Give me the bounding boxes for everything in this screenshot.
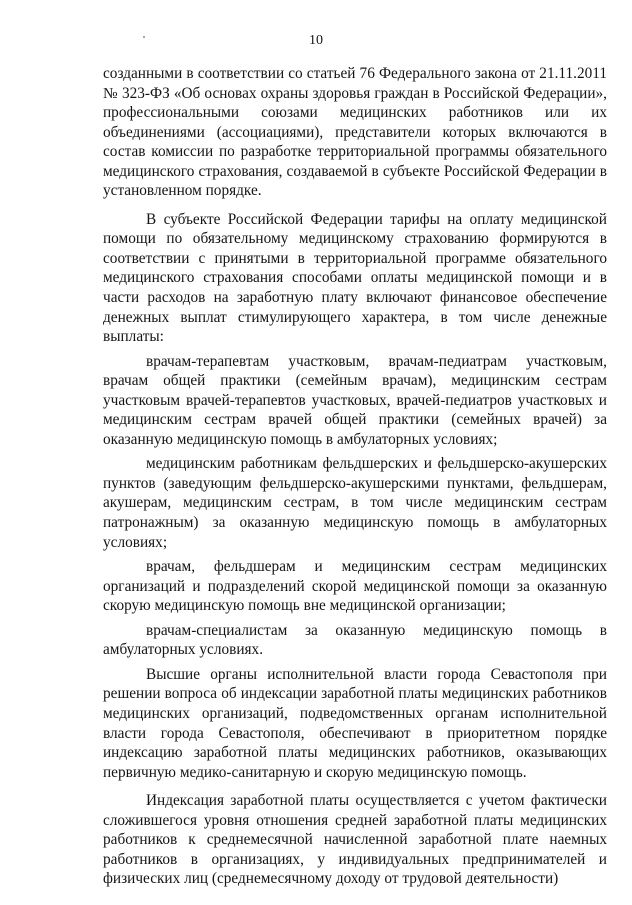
paragraph-payments-specialists: врачам-специалистам за оказанную медицинскую помощь в амбулаторных условиях.	[103, 621, 607, 659]
page-number: 10	[309, 33, 323, 48]
paragraph-payments-feldsher-points: медицинским работникам фельдшерских и фельдшерско-акушерских пунктов (заведующим фельдшерско-акушерскими пунктами, фельдшерам, акушерам, медицинским сестрам, в том числе медицинским сестрам патронажным) за оказанную медицинскую помощь в амбулаторных условиях;	[103, 455, 607, 551]
document-body	[103, 64, 607, 889]
paragraph-payments-emergency-care: врачам, фельдшерам и медицинским сестрам медицинских организаций и подразделений скорой медицинской помощи за оказанную скорую медицинскую помощь вне медицинской организации;	[103, 558, 607, 615]
paragraph-salary-indexation-priority: Высшие органы исполнительной власти города Севастополя при решении вопроса об индексации заработной платы медицинских работников медицинских организаций, подведомственных органам исполнительной власти города Севастополя, обеспечивают в приоритетном порядке индексацию заработной платы медицинских работников, оказывающих первичную медико-санитарную и скорую медицинскую помощь.	[103, 665, 607, 781]
paragraph-payments-district-doctors: врачам-терапевтам участковым, врачам-педиатрам участковым, врачам общей практики (семейным врачам), медицинским сестрам участковым врачей-терапевтов участковых, врачей-педиатров участковых и медицинским сестрам врачей общей практики (семейных врачей) за оказанную медицинскую помощь в амбулаторных условиях;	[103, 352, 607, 448]
paragraph-salary-indexation-basis: Индексация заработной платы осуществляется с учетом фактически сложившегося уровня отношения средней заработной платы медицинских работников к среднемесячной начисленной заработной плате наемных работников в организациях, у индивидуальных предпринимателей и физических лиц (среднемесячному доходу от трудовой деятельности)	[103, 792, 607, 888]
paragraph-tariffs: В субъекте Российской Федерации тарифы на оплату медицинской помощи по обязательному медицинскому страхованию формируются в соответствии с принятыми в территориальной программе обязательного медицинского страхования способами оплаты медицинской помощи и в части расходов на заработную плату включают финансовое обеспечение денежных выплат стимулирующего характера, в том числе денежные выплаты:	[103, 210, 607, 346]
paragraph-continuation: созданными в соответствии со статьей 76 Федерального закона от 21.11.2011 № 323-ФЗ «Об основах охраны здоровья граждан в Российской Федерации», профессиональными союзами медицинских работников или их объединениями (ассоциациями), представители которых включаются в состав комиссии по разработке территориальной программы обязательного медицинского страхования, создаваемой в субъекте Российской Федерации в установленном порядке.	[103, 65, 607, 200]
